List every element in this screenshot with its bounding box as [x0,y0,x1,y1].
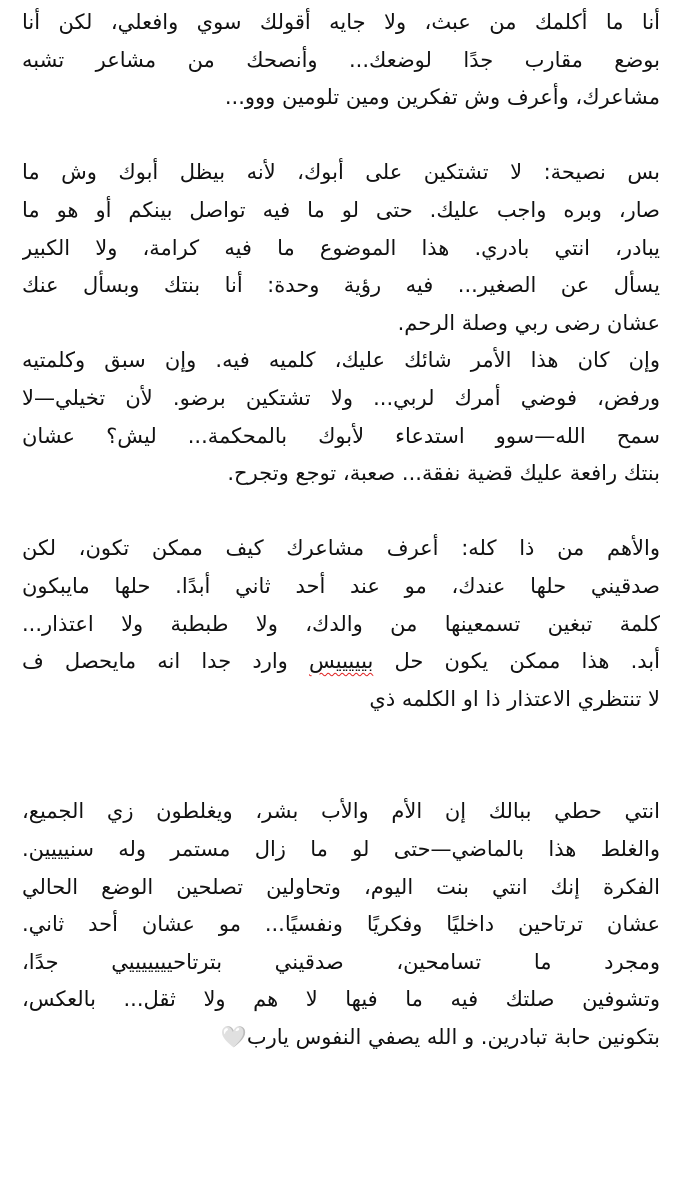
paragraph-1 [22,4,660,117]
text-line-with-spellcheck: أبد. هذا ممكن يكون حل بيييييس وارد جدا انه مايحصل ف [22,649,660,674]
paragraph-spacer [22,718,660,756]
text-line: والأهم من ذا كله: أعرف مشاعرك كيف ممكن تكون، لكن [22,536,660,561]
text-line: صار، وبره واجب عليك. حتى لو ما فيه تواصل بينكم أو هو ما [22,197,660,222]
text-line: وتشوفين صلتك فيه ما فيها لا هم ولا ثقل... بالعكس، [22,987,660,1012]
text-line: بس نصيحة: لا تشتكين على أبوك، لأنه بيظل أبوك وش ما [22,160,660,185]
text-line-closing [22,1019,660,1057]
paragraph-spacer [22,493,660,531]
paragraph-3 [22,530,660,718]
white-heart-icon: 🤍 [220,1025,247,1050]
paragraph-2 [22,154,660,492]
text-line: يبادر، انتي بادري. هذا الموضوع ما فيه كرامة، ولا الكبير [22,235,660,260]
paragraph-4 [22,793,660,1056]
paragraph-spacer [22,117,660,155]
text-line: يسأل عن الصغير... فيه رؤية وحدة: أنا بنتك وبسأل عنك [22,273,660,298]
text-line: والغلط هذا بالماضي—حتى لو ما زال مستمر وله سنيييين. [22,837,660,862]
text-line: بوضع مقارب جدًا لوضعك... وأنصحك من مشاعر تشبه [22,47,660,72]
text-line: كلمة تبغين تسمعينها من والدك، ولا طبطبة ولا اعتذار... [22,611,660,636]
text-line: الفكرة إنك انتي بنت اليوم، وتحاولين تصلحين الوضع الحالي [22,874,660,899]
text-line: ورفض، فوضي أمرك لربي... ولا تشتكين برضو. لأن تخيلي—لا [22,385,660,410]
document-body [22,4,660,1057]
text-line: انتي حطي ببالك إن الأم والأب بشر، ويغلطون زي الجميع، [22,799,660,824]
text-line: عشان ترتاحين داخليًا وفكريًا ونفسيًا... مو عشان أحد ثاني. [22,912,660,937]
text-line: أنا ما أكلمك من عبث، ولا جايه أقولك سوي وافعلي، لكن أنا [22,10,660,34]
text-line: مشاعرك، وأعرف وش تفكرين ومين تلومين ووو... [224,85,660,110]
closing-text: بتكونين حابة تبادرين. و الله يصفي النفوس يارب [246,1025,660,1050]
text-line: لا تنتظري الاعتذار ذا او الكلمه ذي [369,686,660,711]
paragraph-spacer [22,756,660,794]
text-line: ومجرد ما تسامحين، صدقيني بترتاحيييييييي جدًا، [22,949,660,974]
text-line: عشان رضى ربي وصلة الرحم. [397,310,660,335]
text-line: بنتك رافعة عليك قضية نفقة... صعبة، توجع وتجرح. [227,461,660,486]
spellcheck-underlined-word: بيييييس [308,649,374,674]
text-line: سمح الله—سوو استدعاء لأبوك بالمحكمة... ليش؟ عشان [22,423,660,448]
text-line: وإن كان هذا الأمر شائك عليك، كلميه فيه. وإن سبق وكلمتيه [22,348,660,373]
text-line: صدقيني حلها عندك، مو عند أحد ثاني أبدًا. حلها مايبكون [22,573,660,598]
